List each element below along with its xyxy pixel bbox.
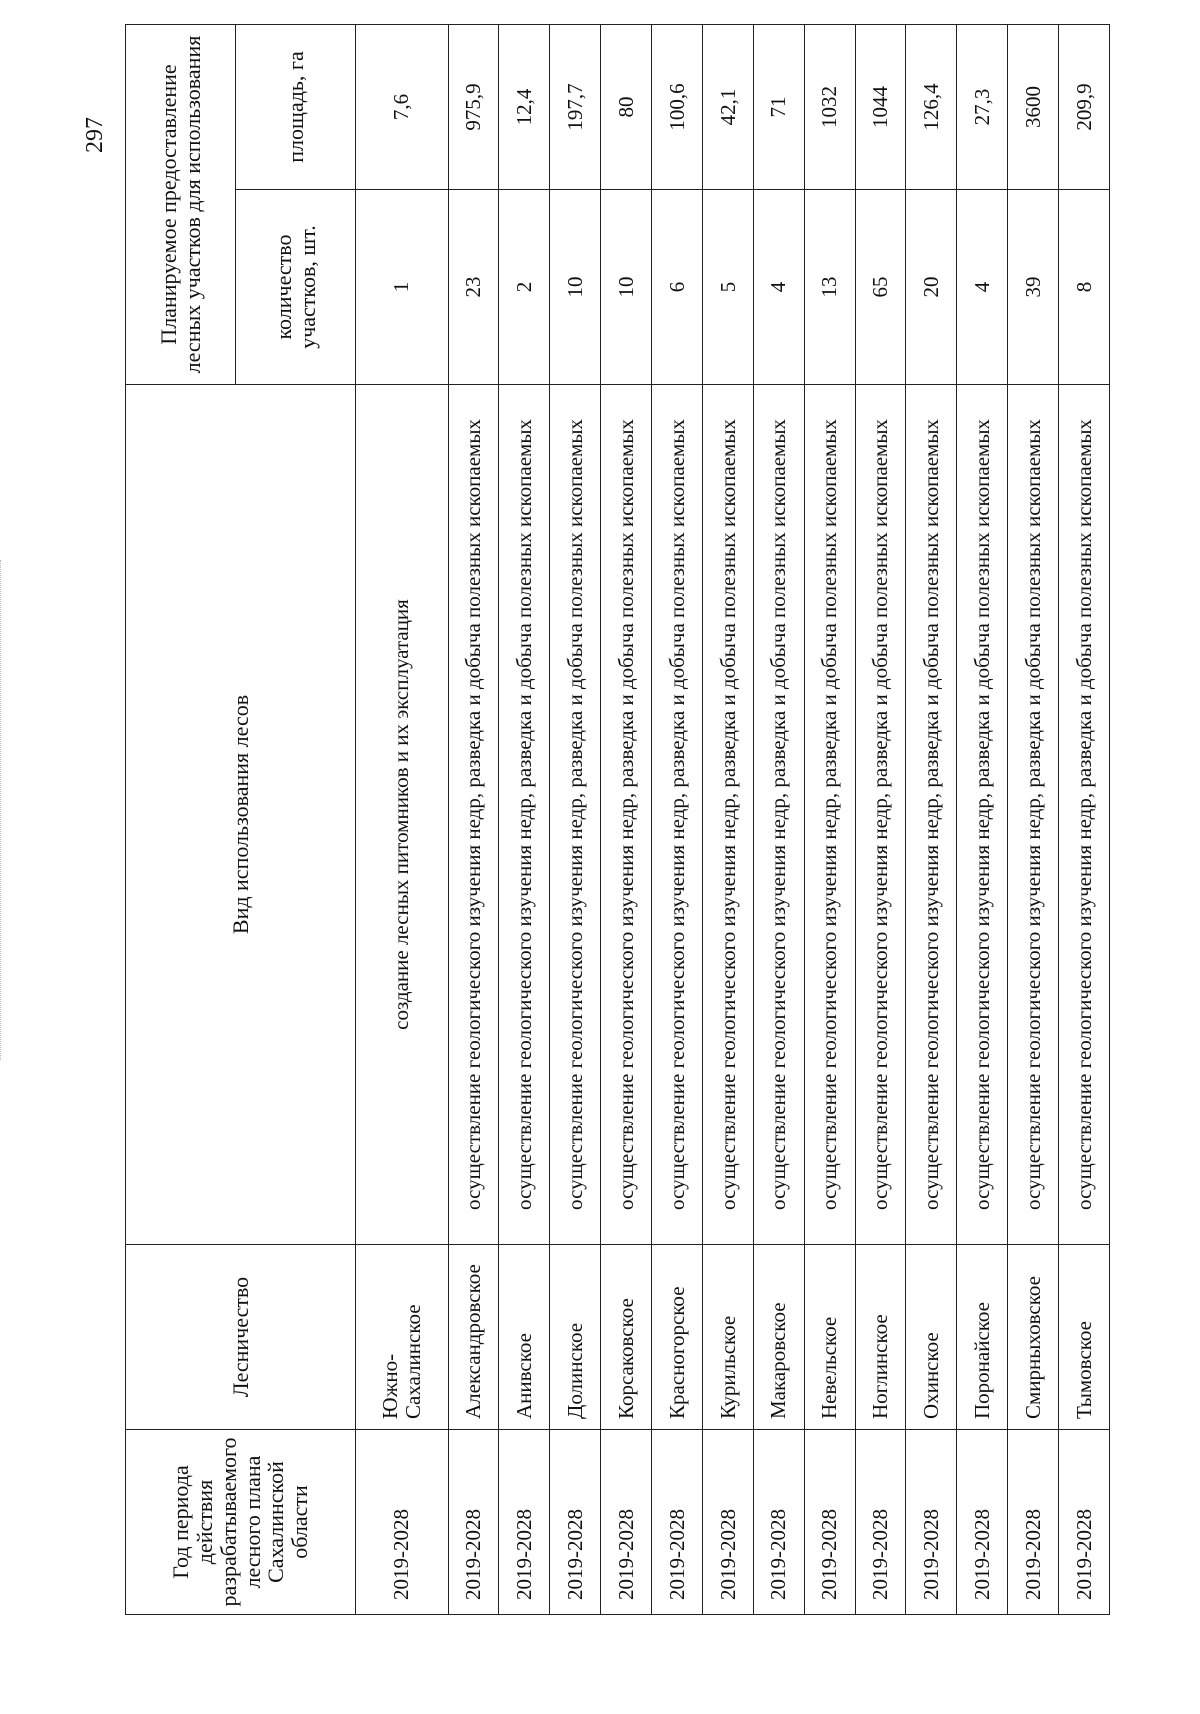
forestry-cell: Корсаковское <box>601 1245 652 1430</box>
year-cell: 2019-2028 <box>448 1430 499 1615</box>
table-row <box>1059 25 1110 1615</box>
header-forestry: Лесничество <box>126 1245 356 1430</box>
year-cell: 2019-2028 <box>753 1430 804 1615</box>
use-type-cell: осуществление геологического изучения недр, разведка и добыча полезных ископаемых <box>753 385 804 1245</box>
table-body <box>356 25 1110 1615</box>
year-cell: 2019-2028 <box>957 1430 1008 1615</box>
year-cell: 2019-2028 <box>702 1430 753 1615</box>
year-cell: 2019-2028 <box>1059 1430 1110 1615</box>
table-header-row <box>126 25 236 1615</box>
table-row <box>601 25 652 1615</box>
area-cell: 80 <box>601 25 652 190</box>
use-type-cell: осуществление геологического изучения недр, разведка и добыча полезных ископаемых <box>652 385 703 1245</box>
plot-count-cell: 4 <box>753 190 804 385</box>
table-row <box>652 25 703 1615</box>
table-row <box>356 25 449 1615</box>
use-type-cell: осуществление геологического изучения недр, разведка и добыча полезных ископаемых <box>855 385 906 1245</box>
area-cell: 7,6 <box>356 25 449 190</box>
use-type-cell: осуществление геологического изучения недр, разведка и добыча полезных ископаемых <box>957 385 1008 1245</box>
plot-count-cell: 65 <box>855 190 906 385</box>
forestry-cell: Тымовское <box>1059 1245 1110 1430</box>
table-row <box>957 25 1008 1615</box>
header-area: площадь, га <box>236 25 356 190</box>
area-cell: 197,7 <box>550 25 601 190</box>
forestry-cell: Курильское <box>702 1245 753 1430</box>
year-cell: 2019-2028 <box>601 1430 652 1615</box>
table-row <box>1008 25 1059 1615</box>
scan-edge-marks <box>0 560 5 1060</box>
use-type-cell: осуществление геологического изучения недр, разведка и добыча полезных ископаемых <box>1059 385 1110 1245</box>
table-row <box>804 25 855 1615</box>
year-cell: 2019-2028 <box>906 1430 957 1615</box>
forestry-cell: Анивское <box>499 1245 550 1430</box>
header-plot-count: количество участков, шт. <box>236 190 356 385</box>
area-cell: 209,9 <box>1059 25 1110 190</box>
area-cell: 27,3 <box>957 25 1008 190</box>
table-row <box>550 25 601 1615</box>
area-cell: 100,6 <box>652 25 703 190</box>
area-cell: 42,1 <box>702 25 753 190</box>
header-year: Год периода действия разрабатываемого лесного плана Сахалинской области <box>126 1430 356 1615</box>
year-cell: 2019-2028 <box>855 1430 906 1615</box>
area-cell: 71 <box>753 25 804 190</box>
table-row <box>855 25 906 1615</box>
forestry-cell: Красногорское <box>652 1245 703 1430</box>
table-row <box>753 25 804 1615</box>
plot-count-cell: 1 <box>356 190 449 385</box>
header-use-type: Вид использования лесов <box>126 385 356 1245</box>
plot-count-cell: 39 <box>1008 190 1059 385</box>
forestry-cell: Долинское <box>550 1245 601 1430</box>
forestry-cell: Ноглинское <box>855 1245 906 1430</box>
forestry-cell: Поронайское <box>957 1245 1008 1430</box>
year-cell: 2019-2028 <box>804 1430 855 1615</box>
plot-count-cell: 5 <box>702 190 753 385</box>
area-cell: 12,4 <box>499 25 550 190</box>
use-type-cell: осуществление геологического изучения недр, разведка и добыча полезных ископаемых <box>702 385 753 1245</box>
forestry-cell: Александровское <box>448 1245 499 1430</box>
year-cell: 2019-2028 <box>1008 1430 1059 1615</box>
plot-count-cell: 10 <box>601 190 652 385</box>
year-cell: 2019-2028 <box>550 1430 601 1615</box>
year-cell: 2019-2028 <box>652 1430 703 1615</box>
area-cell: 3600 <box>1008 25 1059 190</box>
forestry-cell: Невельское <box>804 1245 855 1430</box>
plot-count-cell: 4 <box>957 190 1008 385</box>
table-row <box>448 25 499 1615</box>
year-cell: 2019-2028 <box>356 1430 449 1615</box>
area-cell: 1032 <box>804 25 855 190</box>
plot-count-cell: 20 <box>906 190 957 385</box>
use-type-cell: осуществление геологического изучения недр, разведка и добыча полезных ископаемых <box>448 385 499 1245</box>
forest-use-table <box>125 24 1110 1615</box>
plot-count-cell: 10 <box>550 190 601 385</box>
use-type-cell: создание лесных питомников и их эксплуатация <box>356 385 449 1245</box>
table-row <box>702 25 753 1615</box>
use-type-cell: осуществление геологического изучения недр, разведка и добыча полезных ископаемых <box>550 385 601 1245</box>
header-planned-provision: Планируемое предоставление лесных участков для использования <box>126 25 236 385</box>
area-cell: 1044 <box>855 25 906 190</box>
plot-count-cell: 13 <box>804 190 855 385</box>
year-cell: 2019-2028 <box>499 1430 550 1615</box>
use-type-cell: осуществление геологического изучения недр, разведка и добыча полезных ископаемых <box>499 385 550 1245</box>
plot-count-cell: 8 <box>1059 190 1110 385</box>
forestry-cell: Смирныховское <box>1008 1245 1059 1430</box>
plot-count-cell: 23 <box>448 190 499 385</box>
forestry-cell: Охинское <box>906 1245 957 1430</box>
plot-count-cell: 6 <box>652 190 703 385</box>
forestry-cell: Южно-Сахалинское <box>356 1245 449 1430</box>
use-type-cell: осуществление геологического изучения недр, разведка и добыча полезных ископаемых <box>601 385 652 1245</box>
table-row <box>499 25 550 1615</box>
area-cell: 126,4 <box>906 25 957 190</box>
use-type-cell: осуществление геологического изучения недр, разведка и добыча полезных ископаемых <box>804 385 855 1245</box>
plot-count-cell: 2 <box>499 190 550 385</box>
use-type-cell: осуществление геологического изучения недр, разведка и добыча полезных ископаемых <box>906 385 957 1245</box>
forestry-cell: Макаровское <box>753 1245 804 1430</box>
forest-use-table-container <box>125 25 1110 1615</box>
use-type-cell: осуществление геологического изучения недр, разведка и добыча полезных ископаемых <box>1008 385 1059 1245</box>
area-cell: 975,9 <box>448 25 499 190</box>
table-row <box>906 25 957 1615</box>
page-number: 297 <box>81 117 108 153</box>
